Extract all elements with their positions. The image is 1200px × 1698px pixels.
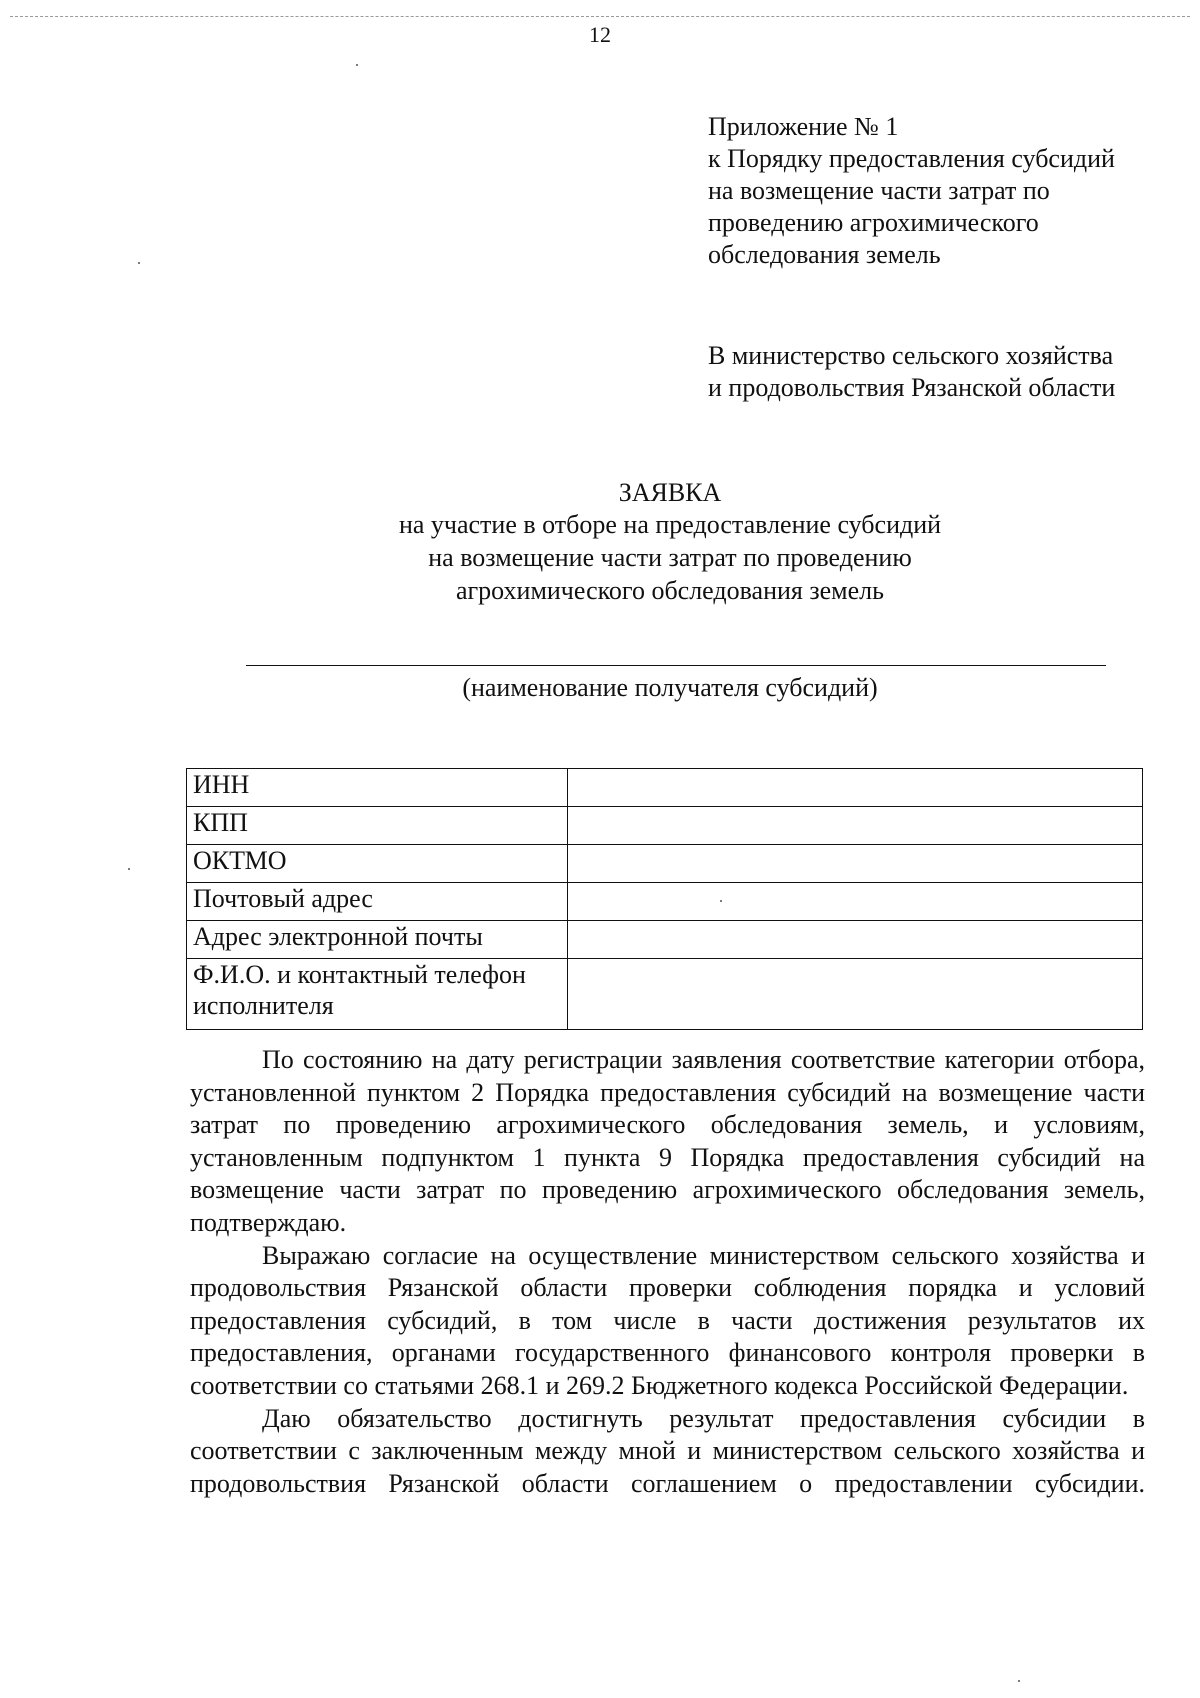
row-label-kpp: КПП (187, 807, 568, 845)
row-label-email: Адрес электронной почты (187, 921, 568, 959)
scan-speck (720, 900, 722, 902)
addressee-line: В министерство сельского хозяйства (708, 341, 1114, 370)
appendix-line: проведению агрохимического (708, 208, 1039, 237)
addressee-line: и продовольствия Рязанской области (708, 373, 1116, 402)
row-value-oktmo[interactable] (568, 845, 1143, 883)
document-subtitle (0, 508, 1200, 607)
paragraph-consent: Выражаю согласие на осуществление министерством сельского хозяйства и продовольствия Рязанской области проверки соблюдения порядка и условий предоставления субсидий, в том числе в части достижения результатов их предоставления, органами государственного финансового контроля проверки в соответствии со статьями 268.1 и 269.2 Бюджетного кодекса Российской Федерации. (190, 1240, 1145, 1400)
appendix-line: Приложение № 1 (708, 112, 899, 141)
row-label-oktmo: ОКТМО (187, 845, 568, 883)
scan-speck (138, 262, 140, 264)
subtitle-line: агрохимического обследования земель (455, 576, 885, 605)
row-label-contact-person: Ф.И.О. и контактный телефон исполнителя (187, 959, 568, 1030)
subtitle-line: на участие в отборе на предоставление субсидий (398, 510, 942, 539)
row-value-email[interactable] (568, 921, 1143, 959)
scan-speck (356, 64, 358, 66)
row-value-contact-person[interactable] (568, 959, 1143, 1030)
appendix-line: на возмещение части затрат по (708, 176, 1050, 205)
page-number: 12 (589, 22, 611, 47)
table-row (187, 769, 1143, 807)
row-value-inn[interactable] (568, 769, 1143, 807)
recipient-caption: (наименование получателя субсидий) (462, 673, 878, 702)
scan-top-edge (10, 16, 1190, 17)
paragraph-obligation: Даю обязательство достигнуть результат предоставления субсидии в соответствии с заключенным между мной и министерством сельского хозяйства и продовольствия Рязанской области соглашением о предоставлении субсидии. (190, 1403, 1145, 1498)
table-row (187, 921, 1143, 959)
scan-speck (1018, 1680, 1020, 1682)
subtitle-line: на возмещение части затрат по проведению (428, 543, 912, 572)
appendix-line: обследования земель (708, 240, 941, 269)
document-title: ЗАЯВКА (618, 478, 722, 507)
scan-speck (128, 868, 130, 870)
row-value-kpp[interactable] (568, 807, 1143, 845)
row-label-inn: ИНН (187, 769, 568, 807)
table-row (187, 883, 1143, 921)
appendix-line: к Порядку предоставления субсидий (708, 144, 1115, 173)
appendix-reference (708, 111, 1178, 271)
row-label-postal-address: Почтовый адрес (187, 883, 568, 921)
paragraph-compliance: По состоянию на дату регистрации заявления соответствие категории отбора, установленной пунктом 2 Порядка предоставления субсидий на возмещение части затрат по проведению агрохимического обследования земель, и условиям, установленным подпунктом 1 пункта 9 Порядка предоставления субсидий на возмещение части затрат по проведению агрохимического обследования земель, подтверждаю. (190, 1045, 1145, 1237)
table-row (187, 959, 1143, 1030)
row-value-postal-address[interactable] (568, 883, 1143, 921)
table-row (187, 845, 1143, 883)
application-body (190, 1044, 1145, 1500)
addressee (708, 340, 1178, 404)
applicant-details-table (186, 768, 1143, 1030)
table-row (187, 807, 1143, 845)
recipient-name-field[interactable] (246, 665, 1106, 666)
